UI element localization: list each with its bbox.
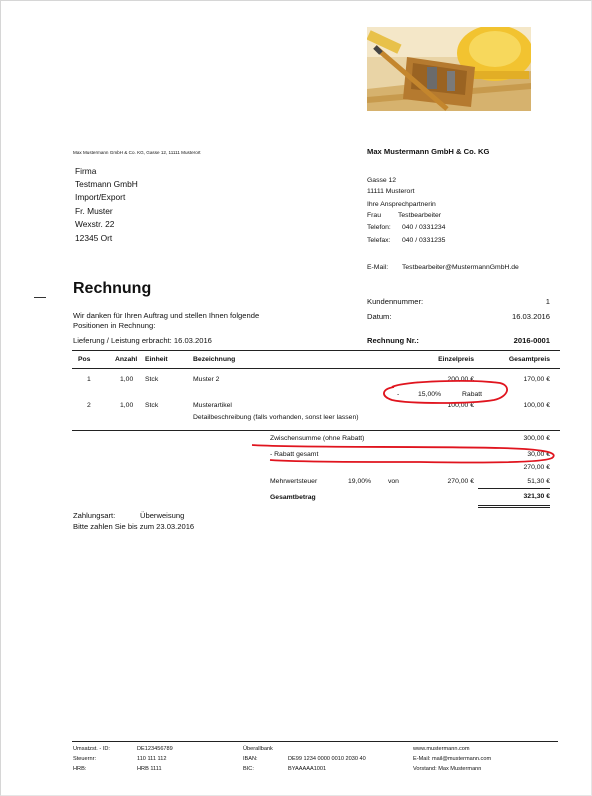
delivery-date: Lieferung / Leistung erbracht: 16.03.2016 bbox=[73, 336, 212, 345]
fax-value: 040 / 0331235 bbox=[402, 237, 446, 244]
email-label: E-Mail: bbox=[367, 264, 389, 271]
fax-label: Telefax: bbox=[367, 237, 391, 244]
contact-salutation: Frau bbox=[367, 212, 381, 219]
date-value: 16.03.2016 bbox=[511, 312, 550, 321]
intro-text: Wir danken für Ihren Auftrag und stellen Ihnen folgende bbox=[73, 311, 260, 320]
phone-label: Telefon: bbox=[367, 224, 391, 231]
footer-bic: BYAAAAA1001 bbox=[288, 766, 327, 772]
company-name: Max Mustermann GmbH & Co. KG bbox=[367, 147, 490, 156]
recipient-line: 12345 Ort bbox=[75, 233, 113, 243]
item-pos: 2 bbox=[87, 402, 91, 409]
vat-rate: 19,00% bbox=[348, 478, 372, 485]
customer-number-label: Kundennummer: bbox=[367, 297, 424, 306]
col-unit: Einheit bbox=[145, 356, 168, 363]
date-label: Datum: bbox=[367, 312, 392, 321]
grand-total-rule bbox=[478, 507, 550, 508]
sender-line: Max Mustermann GmbH & Co. KG, Gasse 12, 11111 Musterort bbox=[73, 150, 201, 155]
item-desc: Musterartikel bbox=[193, 402, 232, 409]
footer-tax-no-label: Steuernr: bbox=[73, 756, 97, 762]
footer-board: Vorstand: Max Mustermann bbox=[413, 766, 482, 772]
email-value: Testbearbeiter@MustermannGmbH.de bbox=[402, 264, 519, 271]
col-pos: Pos bbox=[78, 356, 91, 363]
tools-photo-icon bbox=[367, 27, 531, 111]
grand-total-label: Gesamtbetrag bbox=[270, 494, 316, 501]
footer-bic-label: BIC: bbox=[243, 766, 254, 772]
grand-total-value: 321,30 € bbox=[523, 493, 550, 500]
table-header-rule bbox=[72, 368, 560, 369]
payment-method: Überweisung bbox=[140, 511, 185, 520]
discount-total-label: - Rabatt gesamt bbox=[270, 451, 319, 458]
col-total: Gesamtpreis bbox=[508, 356, 550, 363]
item-total: 100,00 € bbox=[523, 402, 550, 409]
grand-total-top-rule bbox=[478, 488, 550, 489]
footer-hrb: HRB 1111 bbox=[137, 766, 162, 772]
payment-note: Bitte zahlen Sie bis zum 23.03.2016 bbox=[73, 522, 195, 531]
recipient-line: Import/Export bbox=[75, 192, 126, 202]
item-qty: 1,00 bbox=[120, 376, 134, 383]
fold-mark bbox=[34, 297, 46, 298]
contact-heading: Ihre Ansprechpartnerin bbox=[367, 201, 436, 208]
footer-rule bbox=[72, 741, 558, 742]
item-total: 170,00 € bbox=[523, 376, 550, 383]
company-city: 11111 Musterort bbox=[367, 188, 415, 195]
footer-email: E-Mail: mail@mustermann.com bbox=[413, 756, 492, 762]
recipient-line: Wexstr. 22 bbox=[75, 219, 115, 229]
vat-value: 51,30 € bbox=[527, 478, 550, 485]
item-discount-pct: 15,00% bbox=[418, 391, 442, 398]
col-unit-price: Einzelpreis bbox=[438, 356, 474, 363]
col-desc: Bezeichnung bbox=[193, 356, 236, 363]
item-desc: Muster 2 bbox=[193, 376, 220, 383]
item-discount-sign: - bbox=[397, 391, 400, 398]
payment-method-label: Zahlungsart: bbox=[73, 511, 116, 520]
subtotal-value: 300,00 € bbox=[523, 435, 550, 442]
item-unit-price: 100,00 € bbox=[447, 402, 474, 409]
item-unit-price: 200,00 € bbox=[447, 376, 474, 383]
discount-total-value: 30,00 € bbox=[527, 451, 550, 458]
company-street: Gasse 12 bbox=[367, 177, 397, 184]
recipient-line: Fr. Muster bbox=[75, 206, 113, 216]
recipient-line: Firma bbox=[75, 166, 97, 176]
contact-name: Testbearbeiter bbox=[398, 212, 442, 219]
item-pos: 1 bbox=[87, 376, 91, 383]
vat-base: 270,00 € bbox=[447, 478, 474, 485]
grand-total-rule bbox=[478, 505, 550, 506]
vat-label: Mehrwertsteuer bbox=[270, 478, 318, 485]
col-qty: Anzahl bbox=[115, 356, 138, 363]
item-unit: Stck bbox=[145, 376, 159, 383]
document-title: Rechnung bbox=[73, 280, 152, 297]
item-qty: 1,00 bbox=[120, 402, 134, 409]
subtotal-label: Zwischensumme (ohne Rabatt) bbox=[270, 435, 365, 442]
customer-number-value: 1 bbox=[545, 297, 550, 306]
footer-tax-no: 110 111 112 bbox=[137, 756, 167, 762]
table-top-rule bbox=[72, 350, 560, 351]
phone-value: 040 / 0331234 bbox=[402, 224, 446, 231]
footer-tax-id-label: Umsatzst. - ID: bbox=[73, 746, 110, 752]
recipient-line: Testmann GmbH bbox=[75, 179, 138, 189]
footer-bank: Überallbank bbox=[243, 746, 273, 752]
footer-iban: DE99 1234 0000 0010 2030 40 bbox=[288, 756, 366, 762]
invoice-number-value: 2016-0001 bbox=[513, 336, 550, 345]
item-desc-detail: Detailbeschreibung (falls vorhanden, sonst leer lassen) bbox=[193, 414, 359, 421]
invoice-number-label: Rechnung Nr.: bbox=[367, 336, 419, 345]
footer-tax-id: DE123456789 bbox=[137, 746, 173, 752]
item-unit: Stck bbox=[145, 402, 159, 409]
footer-hrb-label: HRB: bbox=[73, 766, 87, 772]
net-value: 270,00 € bbox=[523, 464, 550, 471]
vat-from: von bbox=[388, 478, 399, 485]
footer-iban-label: IBAN: bbox=[243, 756, 258, 762]
table-bottom-rule bbox=[72, 430, 560, 431]
item-discount-label: Rabatt bbox=[462, 391, 483, 398]
footer-web: www.mustermann.com bbox=[413, 746, 470, 752]
intro-text: Positionen in Rechnung: bbox=[73, 321, 156, 330]
